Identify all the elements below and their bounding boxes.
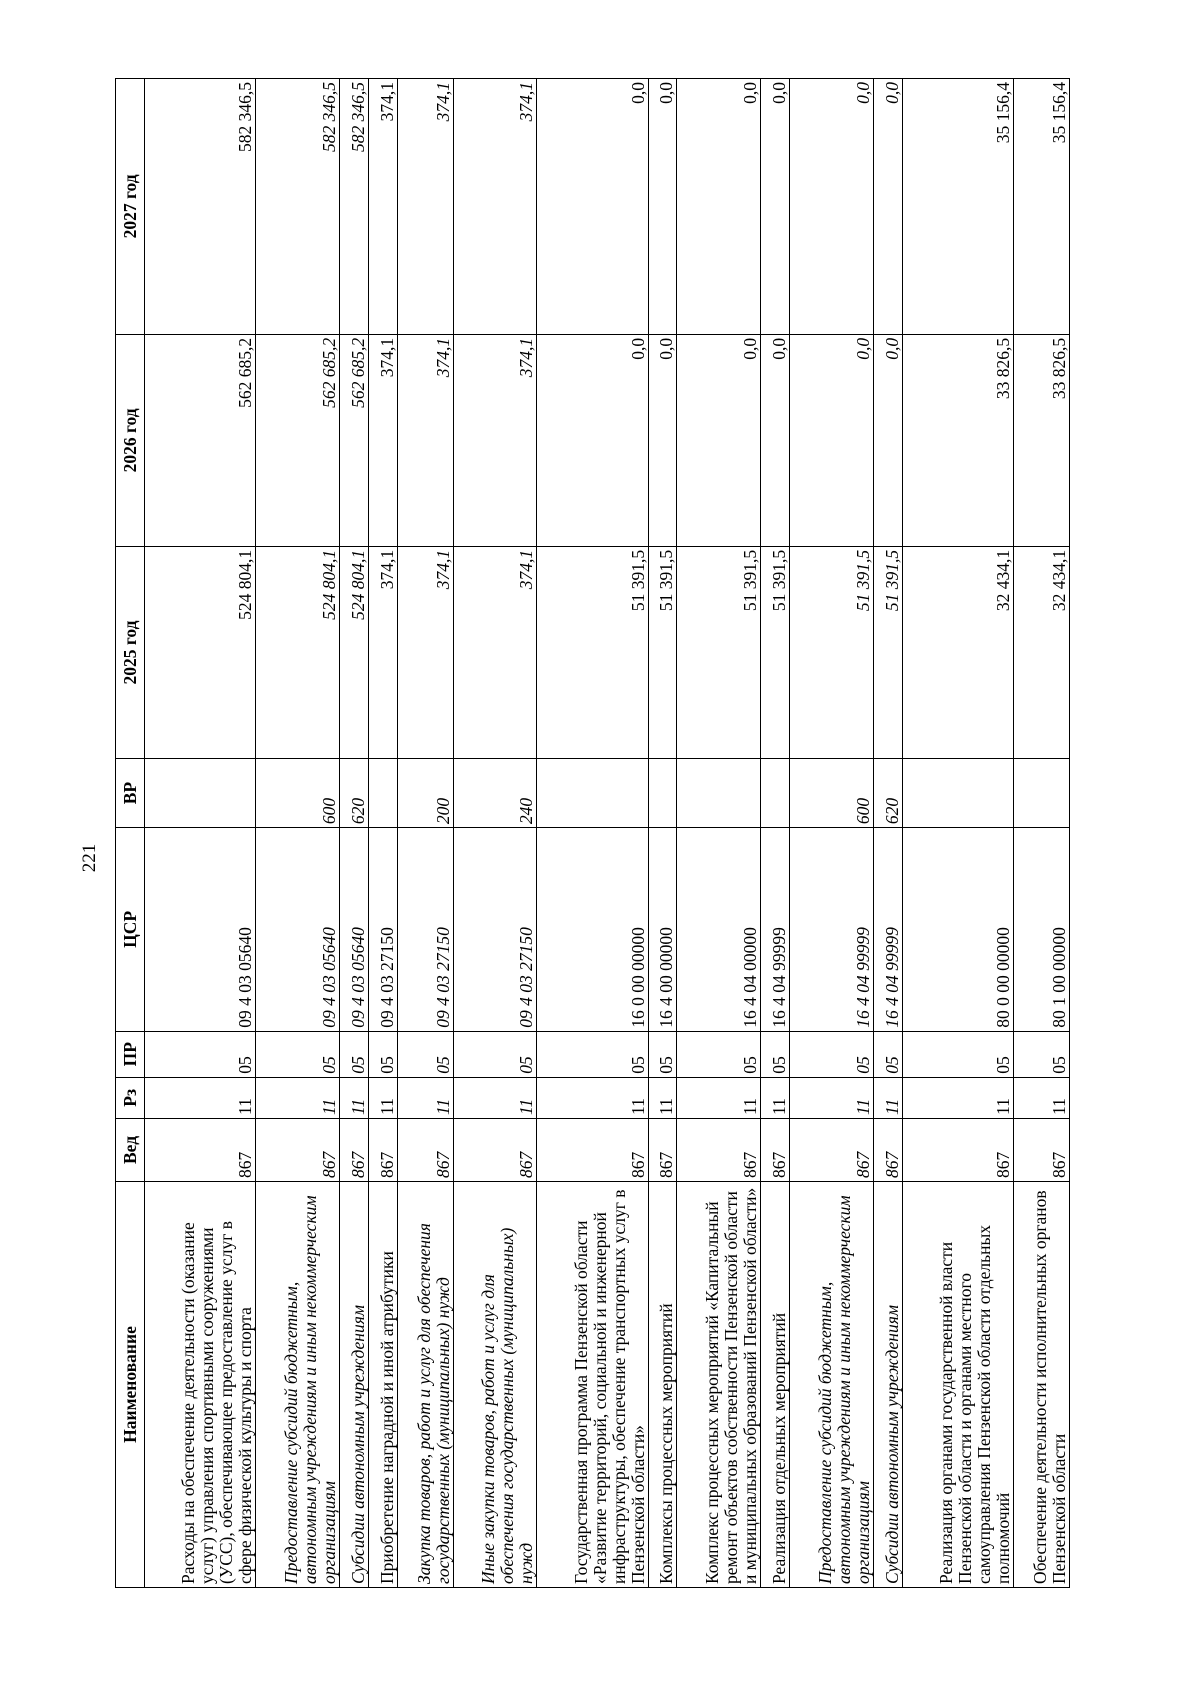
header-rz: Рз <box>116 1077 145 1118</box>
budget-table-container <box>115 78 1070 1588</box>
cell-vr <box>761 759 790 828</box>
cell-vr: 240 <box>453 759 537 828</box>
table-row <box>902 79 1013 1588</box>
cell-name: Комплексы процессных мероприятий <box>648 1181 677 1587</box>
table-row <box>256 79 340 1588</box>
table-row <box>453 79 537 1588</box>
cell-name: Предоставление субсидий бюджетным, автономным учреждениям и иным некоммерческим организациям <box>789 1181 873 1587</box>
cell-2026: 0,0 <box>761 334 790 546</box>
budget-table <box>115 78 1070 1588</box>
cell-name: Реализация органами государственной власти Пензенской области и органами местного самоуправления Пензенской области отдельных полномочий <box>902 1181 1013 1587</box>
cell-ved: 867 <box>873 1118 902 1181</box>
cell-csr: 09 4 03 05640 <box>145 828 256 1032</box>
cell-2027: 582 346,5 <box>339 79 368 335</box>
cell-ved: 867 <box>761 1118 790 1181</box>
header-vr: ВР <box>116 759 145 828</box>
cell-2027: 0,0 <box>677 79 761 335</box>
table-row <box>648 79 677 1588</box>
cell-2025: 51 391,5 <box>537 546 648 758</box>
cell-name: Комплекс процессных мероприятий «Капитальный ремонт объектов собственности Пензенской области и муниципальных образований Пензенской области» <box>677 1181 761 1587</box>
cell-2025: 524 804,1 <box>339 546 368 758</box>
table-header-row <box>116 79 145 1588</box>
cell-2027: 0,0 <box>761 79 790 335</box>
table-row <box>873 79 902 1588</box>
cell-ved: 867 <box>145 1118 256 1181</box>
header-year-2025: 2025 год <box>116 546 145 758</box>
header-year-2026: 2026 год <box>116 334 145 546</box>
cell-2027: 374,1 <box>368 79 397 335</box>
cell-vr <box>902 759 1013 828</box>
cell-csr: 09 4 03 27150 <box>453 828 537 1032</box>
cell-2027: 582 346,5 <box>145 79 256 335</box>
header-csr: ЦСР <box>116 828 145 1032</box>
table-row <box>397 79 453 1588</box>
table-row <box>761 79 790 1588</box>
table-row <box>537 79 648 1588</box>
cell-2027: 0,0 <box>873 79 902 335</box>
cell-rz: 11 <box>537 1077 648 1118</box>
header-ved: Вед <box>116 1118 145 1181</box>
cell-vr <box>368 759 397 828</box>
cell-name: Субсидии автономным учреждениям <box>339 1181 368 1587</box>
cell-name: Закупка товаров, работ и услуг для обеспечения государственных (муниципальных) нужд <box>397 1181 453 1587</box>
cell-vr <box>537 759 648 828</box>
cell-csr: 16 4 00 00000 <box>648 828 677 1032</box>
cell-ved: 867 <box>648 1118 677 1181</box>
cell-2026: 374,1 <box>453 334 537 546</box>
table-row <box>145 79 256 1588</box>
cell-ved: 867 <box>453 1118 537 1181</box>
cell-ved: 867 <box>537 1118 648 1181</box>
cell-name: Приобретение наградной и иной атрибутики <box>368 1181 397 1587</box>
cell-2025: 374,1 <box>453 546 537 758</box>
cell-vr: 620 <box>873 759 902 828</box>
table-row <box>1013 79 1069 1588</box>
cell-rz: 11 <box>397 1077 453 1118</box>
cell-ved: 867 <box>368 1118 397 1181</box>
cell-rz: 11 <box>677 1077 761 1118</box>
cell-2027: 35 156,4 <box>902 79 1013 335</box>
table-row <box>368 79 397 1588</box>
header-pr: ПР <box>116 1031 145 1077</box>
cell-pr: 05 <box>677 1031 761 1077</box>
cell-2025: 51 391,5 <box>789 546 873 758</box>
cell-name: Иные закупки товаров, работ и услуг для обеспечения государственных (муниципальных) нужд <box>453 1181 537 1587</box>
cell-csr: 09 4 03 27150 <box>368 828 397 1032</box>
cell-2026: 0,0 <box>537 334 648 546</box>
cell-ved: 867 <box>256 1118 340 1181</box>
cell-ved: 867 <box>902 1118 1013 1181</box>
cell-vr <box>648 759 677 828</box>
cell-rz: 11 <box>1013 1077 1069 1118</box>
cell-rz: 11 <box>368 1077 397 1118</box>
cell-2026: 374,1 <box>397 334 453 546</box>
cell-csr: 16 0 00 00000 <box>537 828 648 1032</box>
cell-2026: 0,0 <box>789 334 873 546</box>
cell-pr: 05 <box>145 1031 256 1077</box>
cell-pr: 05 <box>761 1031 790 1077</box>
cell-vr <box>145 759 256 828</box>
cell-2025: 32 434,1 <box>902 546 1013 758</box>
cell-2025: 51 391,5 <box>873 546 902 758</box>
cell-2026: 562 685,2 <box>145 334 256 546</box>
table-row <box>677 79 761 1588</box>
cell-csr: 09 4 03 27150 <box>397 828 453 1032</box>
cell-name: Предоставление субсидий бюджетным, автономным учреждениям и иным некоммерческим организациям <box>256 1181 340 1587</box>
cell-pr: 05 <box>368 1031 397 1077</box>
cell-name: Субсидии автономным учреждениям <box>873 1181 902 1587</box>
cell-csr: 16 4 04 99999 <box>761 828 790 1032</box>
table-row <box>789 79 873 1588</box>
cell-rz: 11 <box>761 1077 790 1118</box>
cell-ved: 867 <box>677 1118 761 1181</box>
cell-2026: 0,0 <box>873 334 902 546</box>
cell-rz: 11 <box>789 1077 873 1118</box>
cell-2025: 374,1 <box>397 546 453 758</box>
cell-rz: 11 <box>145 1077 256 1118</box>
cell-name: Расходы на обеспечение деятельности (оказание услуг) управления спортивными сооружениями (УСС), обеспечивающее предоставление услуг в сфере физической культуры и спорта <box>145 1181 256 1587</box>
cell-2025: 51 391,5 <box>648 546 677 758</box>
cell-2027: 0,0 <box>537 79 648 335</box>
cell-2025: 524 804,1 <box>256 546 340 758</box>
cell-2027: 0,0 <box>648 79 677 335</box>
cell-2026: 33 826,5 <box>902 334 1013 546</box>
cell-csr: 80 1 00 00000 <box>1013 828 1069 1032</box>
cell-2025: 51 391,5 <box>761 546 790 758</box>
cell-rz: 11 <box>902 1077 1013 1118</box>
cell-vr: 600 <box>256 759 340 828</box>
header-name: Наименование <box>116 1181 145 1587</box>
cell-2026: 562 685,2 <box>339 334 368 546</box>
cell-csr: 16 4 04 99999 <box>873 828 902 1032</box>
cell-pr: 05 <box>537 1031 648 1077</box>
cell-2025: 524 804,1 <box>145 546 256 758</box>
table-body <box>145 79 1070 1588</box>
cell-vr <box>1013 759 1069 828</box>
cell-name: Реализация отдельных мероприятий <box>761 1181 790 1587</box>
cell-csr: 80 0 00 00000 <box>902 828 1013 1032</box>
cell-2027: 0,0 <box>789 79 873 335</box>
cell-rz: 11 <box>648 1077 677 1118</box>
cell-pr: 05 <box>1013 1031 1069 1077</box>
cell-rz: 11 <box>453 1077 537 1118</box>
cell-2026: 0,0 <box>648 334 677 546</box>
cell-pr: 05 <box>873 1031 902 1077</box>
cell-pr: 05 <box>648 1031 677 1077</box>
cell-2027: 35 156,4 <box>1013 79 1069 335</box>
cell-rz: 11 <box>873 1077 902 1118</box>
cell-pr: 05 <box>256 1031 340 1077</box>
cell-pr: 05 <box>902 1031 1013 1077</box>
cell-vr: 200 <box>397 759 453 828</box>
cell-name: Обеспечение деятельности исполнительных органов Пензенской области <box>1013 1181 1069 1587</box>
cell-csr: 09 4 03 05640 <box>256 828 340 1032</box>
cell-name: Государственная программа Пензенской области «Развитие территорий, социальной и инженерной инфраструктуры, обеспечение транспортных услуг в Пензенской области» <box>537 1181 648 1587</box>
cell-pr: 05 <box>339 1031 368 1077</box>
cell-vr: 600 <box>789 759 873 828</box>
cell-2025: 374,1 <box>368 546 397 758</box>
cell-rz: 11 <box>339 1077 368 1118</box>
cell-pr: 05 <box>789 1031 873 1077</box>
cell-2026: 562 685,2 <box>256 334 340 546</box>
cell-rz: 11 <box>256 1077 340 1118</box>
cell-2027: 582 346,5 <box>256 79 340 335</box>
page-number: 221 <box>79 843 100 873</box>
cell-vr: 620 <box>339 759 368 828</box>
cell-2027: 374,1 <box>397 79 453 335</box>
cell-pr: 05 <box>453 1031 537 1077</box>
cell-ved: 867 <box>397 1118 453 1181</box>
cell-2026: 0,0 <box>677 334 761 546</box>
cell-2026: 374,1 <box>368 334 397 546</box>
cell-ved: 867 <box>1013 1118 1069 1181</box>
table-row <box>339 79 368 1588</box>
cell-csr: 16 4 04 99999 <box>789 828 873 1032</box>
cell-ved: 867 <box>789 1118 873 1181</box>
cell-2026: 33 826,5 <box>1013 334 1069 546</box>
cell-pr: 05 <box>397 1031 453 1077</box>
cell-csr: 09 4 03 05640 <box>339 828 368 1032</box>
cell-2027: 374,1 <box>453 79 537 335</box>
cell-ved: 867 <box>339 1118 368 1181</box>
cell-csr: 16 4 04 00000 <box>677 828 761 1032</box>
cell-2025: 32 434,1 <box>1013 546 1069 758</box>
header-year-2027: 2027 год <box>116 79 145 335</box>
cell-2025: 51 391,5 <box>677 546 761 758</box>
cell-vr <box>677 759 761 828</box>
